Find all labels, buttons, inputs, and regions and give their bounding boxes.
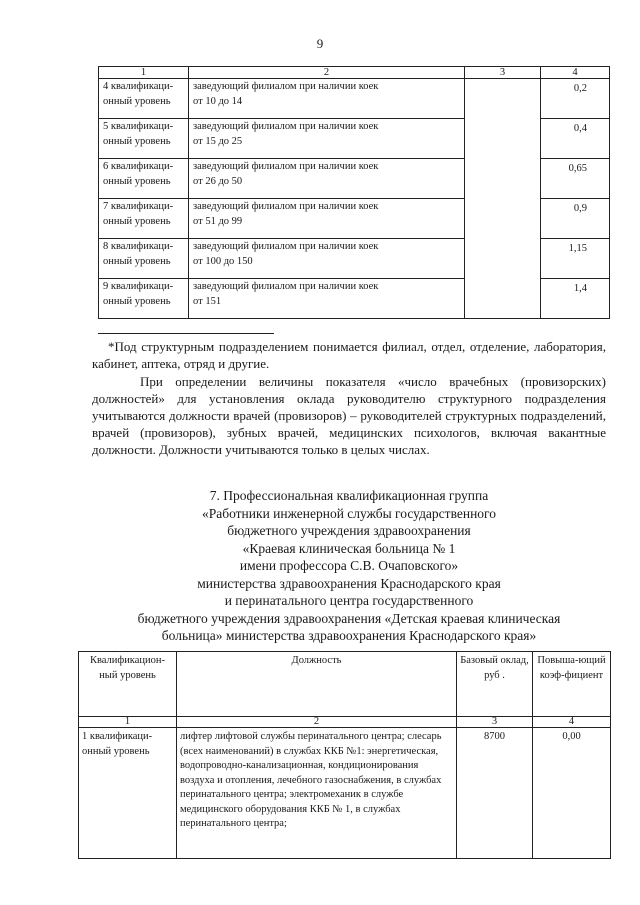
position-cell: лифтер лифтовой службы перинатального центра; слесарь (всех наименований) в службах ККБ №1: энергетическая, водопроводно-канализационная, кондиционирования воздуха и отопления, лечебного газоснабжения, в службах перинатального центра; электромеханик в службе медицинского оборудования ККБ № 1, в службах перинатального центра;	[177, 728, 457, 859]
heading-line: имени профессора С.В. Очаповского»	[239, 558, 459, 573]
level-cell: 6 квалификаци- онный уровень	[99, 159, 189, 199]
column-number: 4	[541, 67, 610, 79]
heading-line: и перинатального центра государственного	[224, 593, 474, 608]
position-cell: заведующий филиалом при наличии коек от 51 до 99	[189, 199, 465, 239]
coefficient-cell: 0,9	[541, 199, 610, 239]
table-header-row	[99, 67, 610, 79]
footnote-text: *Под структурным подразделением понимается филиал, отдел, отделение, лаборатория, кабинет, аптека, отряд и другие.	[92, 339, 606, 371]
engineering-staff-table	[78, 651, 611, 859]
column-numbers-row	[79, 717, 611, 728]
coefficient-cell: 0,00	[533, 728, 611, 859]
column-number: 1	[99, 67, 189, 79]
salary-cell: 8700	[457, 728, 533, 859]
body-paragraph: При определении величины показателя «число врачебных (провизорских) должностей» для установления оклада руководителю структурного подразделения учитываются должности врачей (провизоров) – руководителей структурных подразделений, врачей (провизоров), зубных врачей, медицинских психологов, включая вакантные должности. Должности учитываются только в целых числах.	[92, 374, 606, 457]
coefficient-cell: 1,4	[541, 279, 610, 319]
position-cell: заведующий филиалом при наличии коек от 26 до 50	[189, 159, 465, 199]
level-cell: 1 квалификаци-онный уровень	[79, 728, 177, 859]
heading-line: бюджетного учреждения здравоохранения «Детская краевая клиническая	[137, 610, 561, 626]
table-row	[79, 728, 611, 859]
position-header: Должность	[177, 652, 457, 717]
coefficient-header: Повыша-ющий коэф-фициент	[533, 652, 611, 717]
salary-cell	[465, 79, 541, 319]
position-cell: заведующий филиалом при наличии коек от 100 до 150	[189, 239, 465, 279]
heading-line: «Краевая клиническая больница № 1	[242, 540, 456, 556]
heading-line: министерства здравоохранения Краснодарского края	[197, 575, 501, 591]
level-cell: 8 квалификаци- онный уровень	[99, 239, 189, 279]
level-cell: 4 квалификаци- онный уровень	[99, 79, 189, 119]
coefficient-cell: 1,15	[541, 239, 610, 279]
level-cell: 9 квалификаци- онный уровень	[99, 279, 189, 319]
column-number: 3	[457, 717, 533, 728]
level-cell: 7 квалификаци- онный уровень	[99, 199, 189, 239]
coefficient-cell: 0,65	[541, 159, 610, 199]
qualification-table-continued	[98, 66, 610, 319]
column-number: 4	[533, 717, 611, 728]
base-salary-header: Базовый оклад, руб .	[457, 652, 533, 717]
page-number: 9	[316, 36, 324, 51]
coefficient-cell: 0,4	[541, 119, 610, 159]
position-cell: заведующий филиалом при наличии коек от 10 до 14	[189, 79, 465, 119]
position-cell: заведующий филиалом при наличии коек от 151	[189, 279, 465, 319]
heading-line: больница» министерства здравоохранения Краснодарского края»	[161, 628, 537, 643]
qualification-level-header: Квалификацион-ный уровень	[79, 652, 177, 717]
column-number: 2	[177, 717, 457, 728]
footnote-divider	[98, 333, 274, 334]
heading-line: «Работники инженерной службы государственного	[201, 505, 497, 521]
table-row	[99, 79, 610, 119]
column-number: 2	[189, 67, 465, 79]
heading-line: 7. Профессиональная квалификационная группа	[209, 488, 489, 503]
position-cell: заведующий филиалом при наличии коек от 15 до 25	[189, 119, 465, 159]
table-header-row	[79, 652, 611, 717]
section-heading	[92, 487, 606, 645]
heading-line: бюджетного учреждения здравоохранения	[227, 523, 471, 538]
column-number: 1	[79, 717, 177, 728]
coefficient-cell: 0,2	[541, 79, 610, 119]
column-number: 3	[465, 67, 541, 79]
level-cell: 5 квалификаци- онный уровень	[99, 119, 189, 159]
